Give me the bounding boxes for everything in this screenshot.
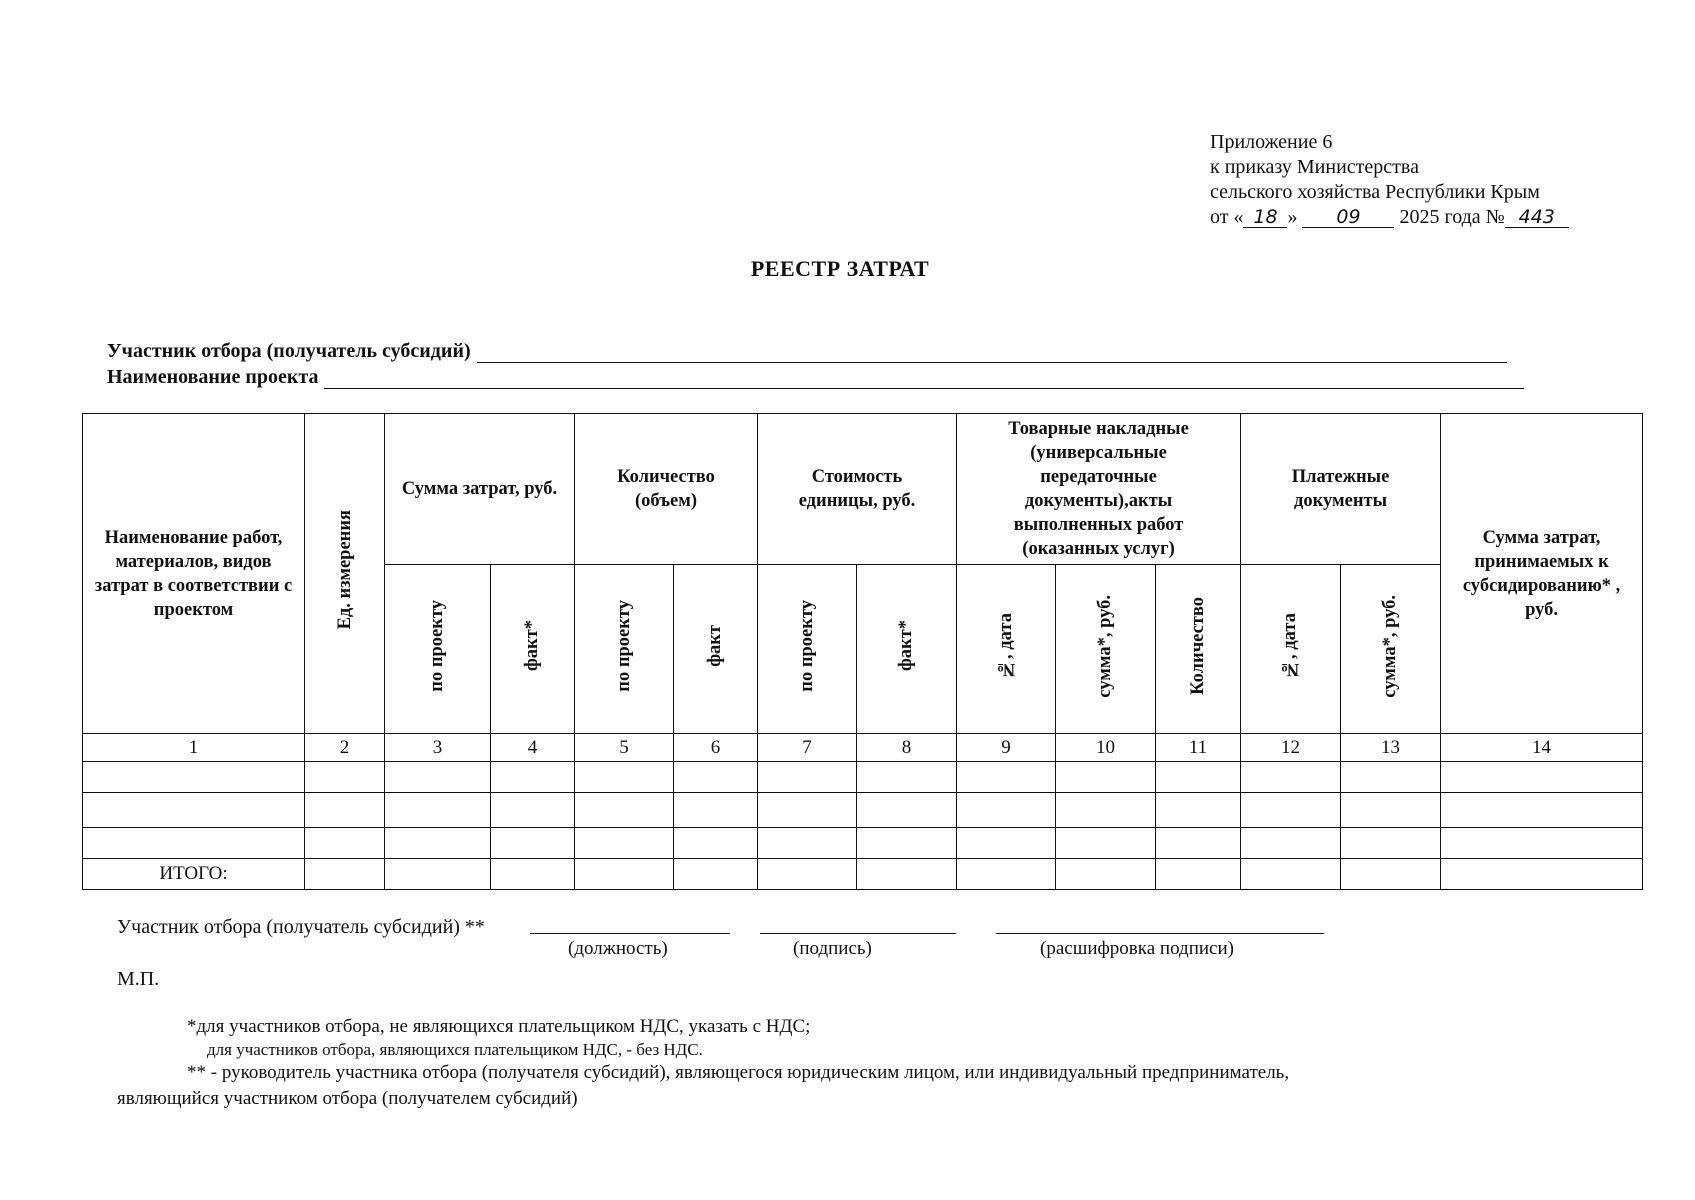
annex-line-1: Приложение 6 (1210, 131, 1333, 153)
table-cell[interactable] (385, 828, 491, 859)
table-cell[interactable] (957, 828, 1056, 859)
sub-pay-sum-text: сумма*, руб. (1380, 594, 1401, 698)
column-number-row (83, 734, 1643, 762)
table-cell[interactable] (957, 762, 1056, 793)
table-cell[interactable] (1156, 828, 1241, 859)
table-cell[interactable] (758, 762, 857, 793)
table-row (83, 828, 1643, 859)
header-payments: Платежные документы (1241, 414, 1441, 565)
sub-pay-num-date (1241, 565, 1341, 734)
header-sum: Сумма затрат, руб. (385, 414, 575, 565)
table-cell[interactable] (575, 828, 674, 859)
col-num: 1 (83, 734, 305, 762)
table-cell[interactable] (857, 828, 957, 859)
table-cell[interactable] (385, 762, 491, 793)
sub-pay-sum (1341, 565, 1441, 734)
table-cell[interactable] (1056, 828, 1156, 859)
sub-price-project-text: по проекту (796, 600, 817, 692)
table-cell[interactable] (1056, 859, 1156, 890)
sub-inv-sum (1056, 565, 1156, 734)
table-cell[interactable] (83, 828, 305, 859)
table-cell[interactable] (491, 859, 575, 890)
header-invoices: Товарные накладные (универсальные передаточные документы),акты выполненных работ (оказанных услуг) (957, 414, 1241, 565)
header-unit (305, 414, 385, 734)
annex-line-2: к приказу Министерства (1210, 156, 1419, 178)
col-num: 7 (758, 734, 857, 762)
table-cell[interactable] (305, 859, 385, 890)
header-row-1 (83, 414, 1643, 565)
date-mid: » (1287, 206, 1298, 228)
table-cell[interactable] (1241, 762, 1341, 793)
table-cell[interactable] (1156, 793, 1241, 828)
table-cell[interactable] (1241, 828, 1341, 859)
sub-qty-fact-text: факт (705, 625, 725, 667)
sub-sum-fact-text: факт* (522, 620, 542, 672)
cost-register-table (82, 413, 1643, 890)
col-num: 9 (957, 734, 1056, 762)
table-cell[interactable] (1056, 793, 1156, 828)
table-cell[interactable] (1341, 859, 1441, 890)
sub-inv-num-date (957, 565, 1056, 734)
table-row (83, 793, 1643, 828)
page-title: РЕЕСТР ЗАТРАТ (750, 256, 930, 281)
table-cell[interactable] (674, 828, 758, 859)
sub-price-project (758, 565, 857, 734)
signature-label: Участник отбора (получатель субсидий) ** (117, 916, 485, 938)
order-number: 443 (1505, 207, 1569, 228)
table-cell[interactable] (575, 859, 674, 890)
decode-blank[interactable] (996, 933, 1324, 934)
signature-caption: (подпись) (793, 938, 872, 959)
date-day: 18 (1243, 207, 1287, 228)
col-num: 2 (305, 734, 385, 762)
project-label: Наименование проекта (107, 366, 319, 388)
col-num: 13 (1341, 734, 1441, 762)
date-year-text: 2025 года № (1399, 206, 1505, 228)
sub-price-fact (857, 565, 957, 734)
project-blank (324, 370, 1524, 389)
sub-inv-count (1156, 565, 1241, 734)
header-total: Сумма затрат, принимаемых к субсидированию* , руб. (1441, 414, 1643, 734)
table-cell[interactable] (491, 793, 575, 828)
participant-label: Участник отбора (получатель субсидий) (107, 340, 471, 362)
header-name: Наименование работ, материалов, видов затрат в соответствии с проектом (83, 414, 305, 734)
table-cell[interactable] (857, 762, 957, 793)
sub-inv-count-text: Количество (1187, 597, 1208, 695)
table-cell[interactable] (575, 793, 674, 828)
position-blank[interactable] (530, 933, 730, 934)
col-num: 4 (491, 734, 575, 762)
table-cell[interactable] (491, 762, 575, 793)
table-cell[interactable] (1156, 762, 1241, 793)
table-cell[interactable] (385, 793, 491, 828)
participant-blank (477, 344, 1507, 363)
total-label: ИТОГО: (83, 859, 305, 890)
date-prefix: от « (1210, 206, 1244, 228)
table-cell[interactable] (1341, 762, 1441, 793)
table-row (83, 762, 1643, 793)
project-field (107, 366, 1524, 389)
annex-date-line (1210, 205, 1569, 230)
col-num: 14 (1441, 734, 1643, 762)
table-cell[interactable] (1441, 793, 1643, 828)
table-cell[interactable] (758, 828, 857, 859)
sub-price-fact-text: факт* (896, 620, 916, 672)
table-cell[interactable] (857, 793, 957, 828)
table-cell[interactable] (758, 859, 857, 890)
table-cell[interactable] (305, 762, 385, 793)
sub-sum-fact (491, 565, 575, 734)
table-cell[interactable] (305, 828, 385, 859)
table-cell[interactable] (575, 762, 674, 793)
decode-caption: (расшифровка подписи) (1040, 938, 1234, 959)
table-cell[interactable] (1341, 828, 1441, 859)
table-cell[interactable] (758, 793, 857, 828)
table-cell[interactable] (1441, 859, 1643, 890)
col-num: 11 (1156, 734, 1241, 762)
table-cell[interactable] (674, 762, 758, 793)
table-cell[interactable] (1056, 762, 1156, 793)
footnote-2: для участников отбора, являющихся плательщиком НДС, - без НДС. (207, 1040, 703, 1059)
sub-inv-sum-text: сумма*, руб. (1095, 594, 1116, 698)
header-unit-text: Ед. измерения (334, 510, 355, 630)
table-cell[interactable] (957, 793, 1056, 828)
col-num: 10 (1056, 734, 1156, 762)
footnote-4: являющийся участником отбора (получателем субсидий) (117, 1088, 578, 1109)
annex-block (1210, 130, 1569, 230)
header-qty: Количество (объем) (575, 414, 758, 565)
table-cell[interactable] (1341, 793, 1441, 828)
table-cell[interactable] (857, 859, 957, 890)
participant-field (107, 340, 1507, 363)
sub-qty-project (575, 565, 674, 734)
total-row (83, 859, 1643, 890)
signature-blank[interactable] (760, 933, 956, 934)
table-cell[interactable] (305, 793, 385, 828)
header-price: Стоимость единицы, руб. (758, 414, 957, 565)
sub-sum-project (385, 565, 491, 734)
table-cell[interactable] (957, 859, 1056, 890)
sub-qty-project-text: по проекту (613, 600, 634, 692)
table-cell[interactable] (1156, 859, 1241, 890)
footnote-1: *для участников отбора, не являющихся плательщиком НДС, указать с НДС; (187, 1016, 811, 1037)
col-num: 3 (385, 734, 491, 762)
footnote-3: ** - руководитель участника отбора (получателя субсидий), являющегося юридическим лицом, или индивидуальный предприниматель, (187, 1062, 1290, 1083)
col-num: 6 (674, 734, 758, 762)
table-cell[interactable] (1441, 828, 1643, 859)
sub-qty-fact (674, 565, 758, 734)
annex-line-3: сельского хозяйства Республики Крым (1210, 181, 1540, 203)
col-num: 5 (575, 734, 674, 762)
col-num: 8 (857, 734, 957, 762)
table-cell[interactable] (491, 828, 575, 859)
table-cell[interactable] (385, 859, 491, 890)
sub-pay-num-date-text: №, дата (1280, 613, 1301, 679)
table-cell[interactable] (83, 793, 305, 828)
sub-inv-num-date-text: №, дата (995, 613, 1016, 679)
table-cell[interactable] (674, 859, 758, 890)
col-num: 12 (1241, 734, 1341, 762)
table-cell[interactable] (1441, 762, 1643, 793)
position-caption: (должность) (568, 938, 668, 959)
table-cell[interactable] (674, 793, 758, 828)
stamp-place: М.П. (117, 968, 160, 990)
table-cell[interactable] (1241, 793, 1341, 828)
table-cell[interactable] (83, 762, 305, 793)
sub-sum-project-text: по проекту (427, 600, 447, 692)
date-month: 09 (1302, 207, 1394, 228)
table-cell[interactable] (1241, 859, 1341, 890)
